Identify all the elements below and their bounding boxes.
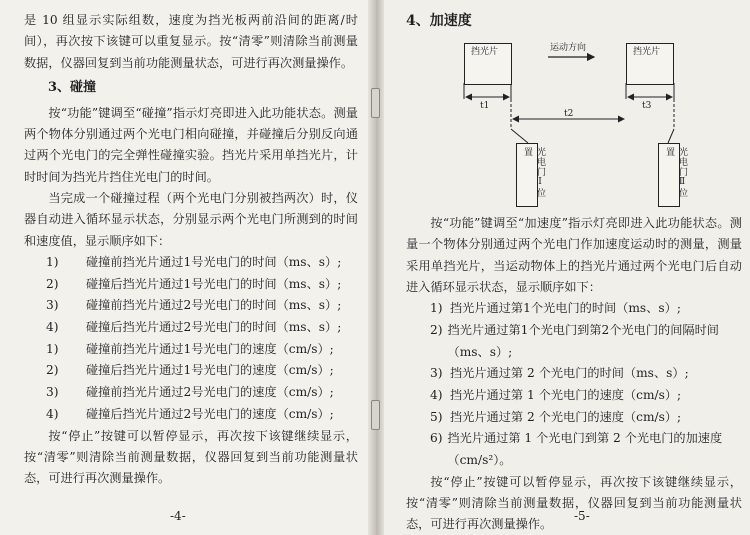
gate-2-box: 光电门Ⅱ位置: [658, 143, 680, 207]
shutter-box-2: 挡光片: [626, 43, 674, 85]
list-item: 4) 挡光片通过第 1 个光电门的速度（cm/s）;: [430, 388, 682, 402]
collision-intro-paragraph: 按“功能”键调至“碰撞”指示灯亮即进入此功能状态。测量两个物体分别通过两个光电门相向碰撞，并碰撞后分别反向通过两个光电门的完全弹性碰撞实验。挡光片采用单挡光片，计时时间为挡光片挡住光电门的时间。: [24, 105, 358, 184]
t1-label: t1: [480, 101, 490, 111]
list-item: 1) 挡光片通过第1个光电门的时间（ms、s）;: [430, 301, 681, 316]
book-gutter: [368, 0, 384, 535]
section-title-acceleration: 4、加速度: [406, 13, 472, 29]
list-item: 4) 碰撞后挡光片通过2号光电门的时间（ms、s）;: [46, 320, 342, 335]
t2-label: t2: [564, 109, 574, 119]
section-title-collision: 3、碰撞: [48, 79, 97, 95]
staple-top: [371, 88, 380, 118]
list-item: 6) 挡光片通过第 1 个光电门到第 2 个光电门的加速度（cm/s²）。: [430, 431, 723, 468]
list-item: 5) 挡光片通过第 2 个光电门的速度（cm/s）;: [430, 409, 682, 424]
collision-stop-paragraph: 按“停止”按键可以暂停显示，再次按下该键继续显示，按“清零”则清除当前测量数据，仪器回复到当前功能测量状态，可进行再次测量操作。: [24, 428, 358, 486]
acceleration-intro-paragraph: 按“功能”键调至“加速度”指示灯亮即进入此功能状态。测量一个物体分别通过两个光电门作加速度运动时的测量，测量采用单挡光片，当运动物体上的挡光片通过两个光电门后自动进入循环显示状态，显示顺序如下：: [406, 216, 742, 294]
acceleration-stop-paragraph: 按“停止”按键可以暂停显示，再次按下该键继续显示，按“清零”则清除当前测量数据，仪器回复到当前功能测量状态，可进行再次测量操作。: [406, 474, 742, 532]
page-number-right: -5-: [574, 509, 590, 523]
direction-label: 运动方向: [550, 43, 587, 53]
list-item: 3) 挡光片通过第 2 个光电门的时间（ms、s）;: [430, 366, 689, 381]
left-page: [0, 0, 368, 535]
shutter-box-1: 挡光片: [464, 43, 512, 85]
collision-cycle-paragraph: 当完成一个碰撞过程（两个光电门分别被挡两次）时，仪器自动进入循环显示状态，分别显示两个光电门所测到的时间和速度值，显示顺序如下：: [24, 191, 358, 248]
list-item: 4) 碰撞后挡光片通过2号光电门的速度（cm/s）;: [46, 406, 334, 421]
list-item: 1) 碰撞前挡光片通过1号光电门的速度（cm/s）;: [46, 341, 334, 356]
list-item: 2) 挡光片通过第1个光电门到第2个光电门的间隔时间（ms、s）;: [430, 322, 719, 359]
right-page: [384, 0, 750, 535]
collision-display-list: [24, 252, 358, 426]
list-item: 2) 碰撞后挡光片通过1号光电门的时间（ms、s）;: [46, 276, 342, 291]
continuation-paragraph: 是 10 组显示实际组数，速度为挡光板两前沿间的距离/时间），再次按下该键可以重复显示。按“清零”则清除当前测量数据，仪器回复到当前功能测量状态，可进行再次测量操作。: [24, 13, 358, 70]
list-item: 1) 碰撞前挡光片通过1号光电门的时间（ms、s）;: [46, 254, 342, 269]
gate-1-box: 光电门Ⅰ位置: [516, 143, 538, 207]
list-item: 3) 碰撞前挡光片通过2号光电门的速度（cm/s）;: [46, 385, 334, 400]
page-number-left: -4-: [170, 509, 186, 523]
acceleration-display-list: [406, 298, 742, 472]
staple-bottom: [371, 400, 380, 430]
acceleration-diagram: [406, 35, 742, 207]
list-item: 2) 碰撞后挡光片通过1号光电门的速度（cm/s）;: [46, 363, 334, 378]
t3-label: t3: [642, 101, 652, 111]
list-item: 3) 碰撞前挡光片通过2号光电门的时间（ms、s）;: [46, 298, 342, 313]
